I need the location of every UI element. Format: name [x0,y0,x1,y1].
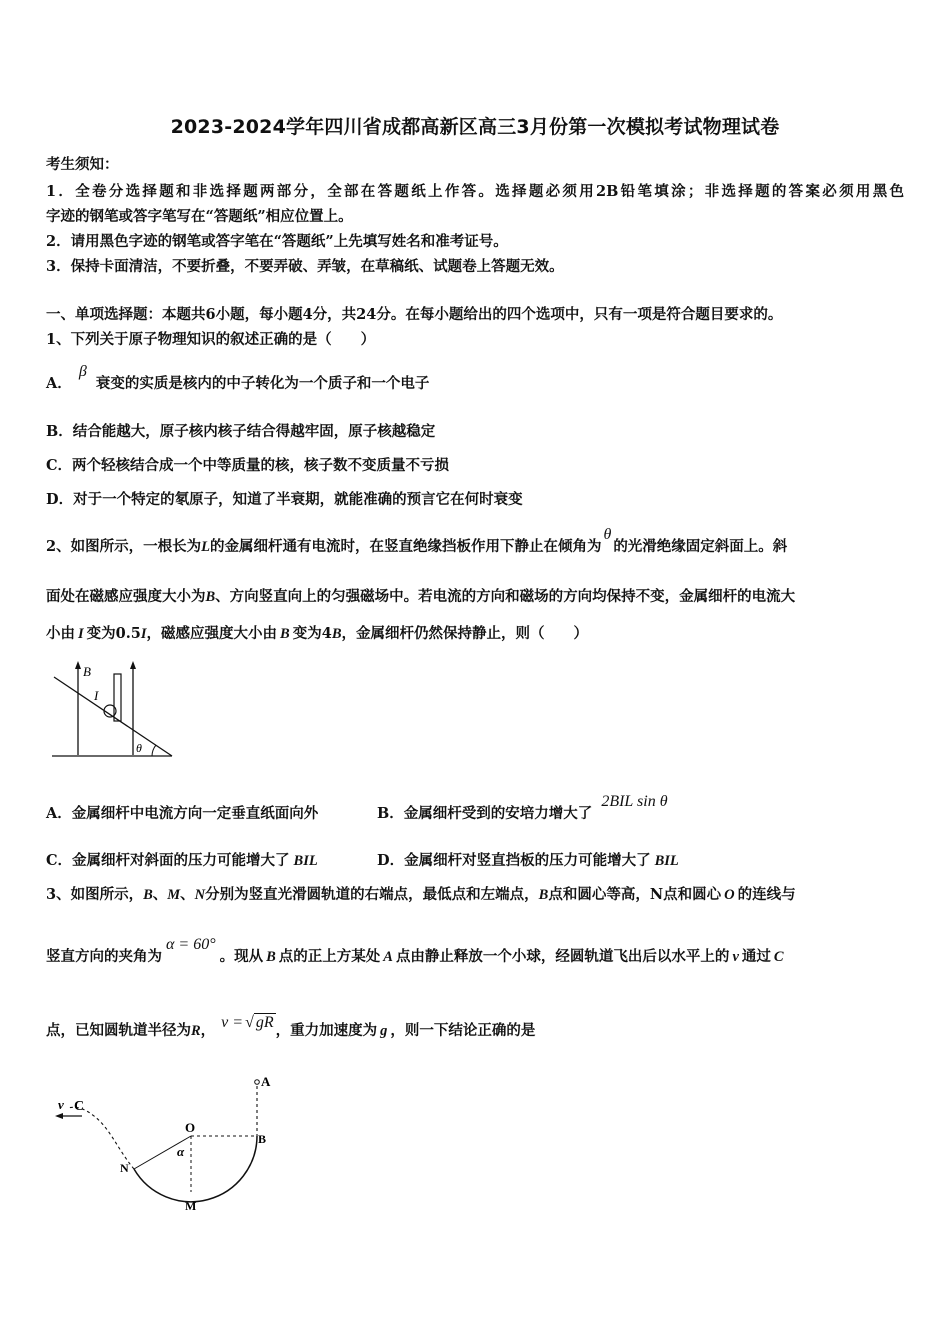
fig-label-A: A [261,1074,271,1089]
page-title: 2023-2024学年四川省成都高新区高三3月份第一次模拟考试物理试卷 [170,116,780,138]
q3-text: 、 [180,886,195,903]
q2-text: 变为4 [292,625,332,642]
q3-text: 3、如图所示， [46,886,144,903]
var-B: B [205,589,216,605]
var-BIL: BIL [293,853,318,869]
q1-option-a [46,363,430,393]
formula-2BILsin: 2BIL sin θ [601,793,668,810]
q2-option-c [46,849,318,870]
notice-item-1b: 字迹的钢笔或答字笔写在“答题纸”相应位置上。 [46,208,353,225]
formula-gR: gR [255,1014,274,1031]
var-B: B [143,887,153,903]
q2-text: ，磁感应强度大小由 [146,625,278,642]
var-N: N [194,887,206,903]
var-I: I [78,626,84,642]
q3-stem-line1 [46,883,796,904]
fig-label-N: N [120,1161,129,1175]
q3-text: 分别为竖直光滑圆轨道的右端点，最低点和左端点， [205,886,539,903]
fig-label-O: O [185,1120,196,1135]
q1-option-a-label: A． [46,375,72,392]
fig-label-B: B [83,664,91,679]
q1-option-d: D．对于一个特定的氡原子，知道了半衰期，就能准确的预言它在何时衰变 [46,491,523,508]
fig-label-I: I [94,688,99,703]
fig-label-theta: θ [136,741,142,755]
notice-item-2: 2．请用黑色字迹的钢笔或答字笔在“答题纸”上先填写姓名和准考证号。 [46,233,508,250]
q2-option-b-text: B．金属细杆受到的安培力增大了 [377,805,593,822]
var-B: B [266,949,276,965]
q1-option-c: C．两个轻核结合成一个中等质量的核，核子数不变质量不亏损 [46,457,450,474]
q3-circular-track-figure [50,1068,290,1218]
fig-label-alpha: α [177,1144,185,1159]
section-heading: 一、单项选择题：本题共6小题，每小题4分，共24分。在每小题给出的四个选项中，只有一项是符合题目要求的。 [46,306,783,323]
q2-option-b [377,793,668,823]
q2-stem-line2 [46,585,795,606]
var-O: O [724,887,735,903]
q1-option-a-text: 衰变的实质是核内的中子转化为一个质子和一个电子 [95,375,430,392]
q1-stem: 1、下列关于原子物理知识的叙述正确的是（ ） [46,331,376,348]
q3-stem-line2 [46,936,784,966]
q3-text: 、 [152,886,168,903]
q3-text: ， [200,1022,216,1039]
formula-v: v = [221,1014,244,1031]
q3-text: ，重力加速度为 [275,1022,378,1039]
notice-heading: 考生须知： [46,156,119,173]
q3-text: 点，已知圆轨道半径为 [46,1022,191,1039]
notice-item-1a: 1．全卷分选择题和非选择题两部分，全部在答题纸上作答。选择题必须用2B铅笔填涂；非选择题的答案必须用黑色 [46,183,904,200]
q3-text: 竖直方向的夹角为 [46,948,162,965]
q3-stem-line3 [46,1014,536,1040]
q3-text: 点和圆心等高，N点和圆心 [548,886,722,903]
q1-option-b: B．结合能越大，原子核内核子结合得越牢固，原子核越稳定 [46,423,436,440]
q2-option-a: A．金属细杆中电流方向一定垂直纸面向外 [46,805,319,822]
q3-text: 。现从 [219,948,264,965]
q2-text: ，金属细杆仍然保持静止，则（ ） [341,625,588,642]
q2-incline-figure [46,655,186,765]
var-BIL: BIL [654,853,679,869]
q2-option-d-text: D．金属细杆对竖直挡板的压力可能增大了 [377,852,651,869]
q2-option-d [377,849,679,870]
var-A: A [383,949,393,965]
q3-text: 的连线与 [737,886,796,903]
var-B: B [280,626,290,642]
var-v: v [732,949,739,965]
q3-text: ，则一下结论正确的是 [390,1022,536,1039]
formula-alpha-60: α = 60° [166,936,216,953]
fig-label-v: v [58,1097,64,1112]
var-L: L [201,539,210,555]
beta-symbol: β [78,363,87,380]
q2-option-c-text: C．金属细杆对斜面的压力可能增大了 [46,852,290,869]
var-I: I [140,626,147,642]
var-M: M [167,887,181,903]
var-g: g [380,1023,388,1039]
q3-text: 通过 [741,948,771,965]
theta-symbol: θ [603,526,612,543]
q2-text: 2、如图所示，一根长为 [46,538,202,555]
q2-text: 的金属细杆通有电流时，在竖直绝缘挡板作用下静止在倾角为 [209,538,602,555]
var-C: C [773,949,784,965]
fig-label-C: C [74,1099,85,1114]
q2-stem-line3 [46,622,588,643]
q2-stem-line1 [46,526,788,556]
sqrt-icon: √ [245,1014,254,1031]
var-R: R [191,1023,201,1039]
q2-text: 的光滑绝缘固定斜面上。斜 [613,538,788,555]
q2-text: 小由 [46,625,75,642]
q2-text: 面处在磁感应强度大小为 [46,588,206,605]
notice-item-3: 3．保持卡面清洁，不要折叠，不要弄破、弄皱，在草稿纸、试题卷上答题无效。 [46,258,564,275]
var-B: B [331,626,342,642]
q2-text: 变为0.5 [86,625,141,642]
fig-label-B: B [258,1132,267,1146]
fig-label-M: M [185,1199,197,1213]
var-B: B [538,887,549,903]
q3-text: 点的正上方某处 [278,948,381,965]
q2-text: 、方向竖直向上的匀强磁场中。若电流的方向和磁场的方向均保持不变，金属细杆的电流大 [215,588,796,605]
q3-text: 点由静止释放一个小球，经圆轨道飞出后以水平上的 [395,948,730,965]
